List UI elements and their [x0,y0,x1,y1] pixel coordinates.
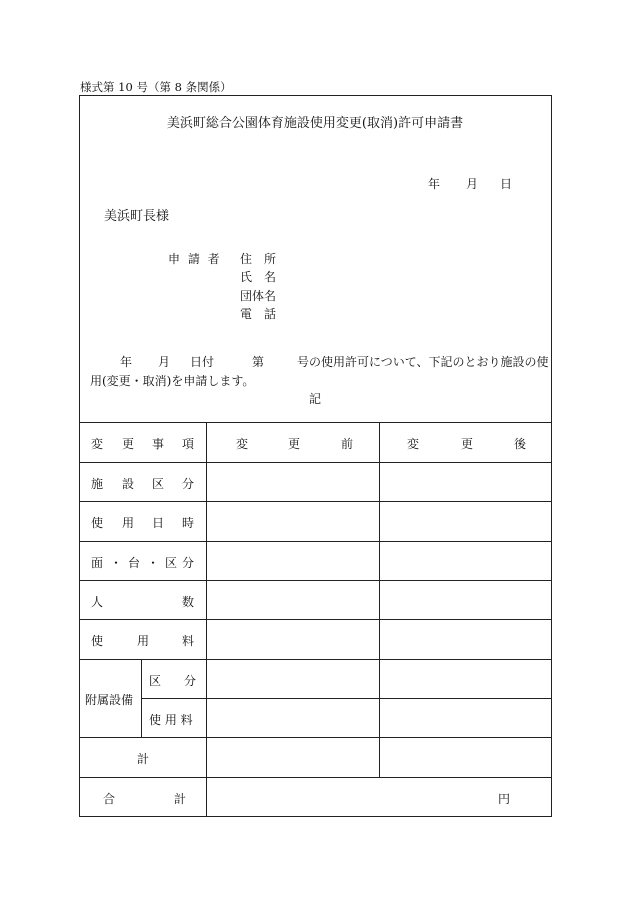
yen-label: 円 [498,792,511,806]
header-before-3: 前 [341,437,354,451]
addressee: 美浜町長様 [104,209,170,224]
date-year-label: 年 [428,177,441,191]
row-divider [79,580,552,581]
body-number-prefix: 第 [252,355,265,369]
row-divider [79,619,552,620]
header-item-2: 更 [122,437,135,451]
row-divider [79,501,552,502]
row-datetime-char: 時 [182,516,195,530]
col-divider [379,422,380,777]
row-facility-char: 区 [152,477,165,491]
row-people-char: 数 [182,595,195,609]
equipment-category-char: 区 [149,674,162,688]
col-divider [206,422,207,817]
header-before-1: 変 [236,437,249,451]
table-top-border [79,422,552,423]
applicant-label: 申 請 者 [168,252,222,266]
equipment-col-divider [141,659,142,737]
equipment-category-char: 分 [184,674,197,688]
organization-field-label: 団体名 [240,289,277,303]
body-day: 日付 [190,355,215,369]
header-before-2: 更 [288,437,301,451]
row-fee-char: 用 [137,634,150,648]
form-number-label: 様式第 10 号（第 8 条関係） [80,80,232,94]
row-court-char: 台 [128,556,141,570]
row-court-char: 分 [182,556,195,570]
subtotal-label: 計 [137,752,150,766]
row-court-char: 区 [165,556,178,570]
equipment-fee-label: 使 用 料 [149,713,193,727]
header-after-1: 変 [407,437,420,451]
row-court-char: ・ [147,556,160,570]
row-court-char: ・ [110,556,123,570]
row-people-char: 人 [91,595,104,609]
row-divider [79,777,552,778]
row-facility-char: 分 [182,477,195,491]
date-day-label: 日 [500,177,513,191]
row-divider [79,659,552,660]
row-datetime-char: 使 [91,516,104,530]
date-month-label: 月 [466,177,479,191]
row-court-char: 面 [91,556,104,570]
header-after-3: 後 [514,437,527,451]
row-datetime-char: 日 [152,516,165,530]
body-month: 月 [158,355,171,369]
phone-field-label: 電 話 [240,307,277,321]
row-facility-char: 施 [91,477,104,491]
equipment-label: 附属設備 [85,693,134,707]
row-divider [79,737,552,738]
row-datetime-char: 用 [122,516,135,530]
total-char: 計 [174,792,187,806]
form-frame [79,95,552,817]
header-after-2: 更 [461,437,474,451]
header-item-1: 変 [91,437,104,451]
form-title: 美浜町総合公園体育施設使用変更(取消)許可申請書 [166,116,464,131]
total-char: 合 [103,792,116,806]
body-line1-text: 号の使用許可について、下記のとおり施設の使 [297,355,549,369]
row-divider [79,541,552,542]
row-facility-char: 設 [122,477,135,491]
header-item-4: 項 [182,437,195,451]
equipment-sub-divider [141,698,552,699]
body-year: 年 [120,355,133,369]
header-item-3: 事 [152,437,165,451]
ki-label: 記 [309,392,322,406]
row-fee-char: 料 [182,634,195,648]
name-field-label: 氏 名 [240,270,277,284]
body-line2-text: 用(変更・取消)を申請します。 [90,374,255,388]
row-divider [79,462,552,463]
address-field-label: 住 所 [240,252,277,266]
row-fee-char: 使 [91,634,104,648]
